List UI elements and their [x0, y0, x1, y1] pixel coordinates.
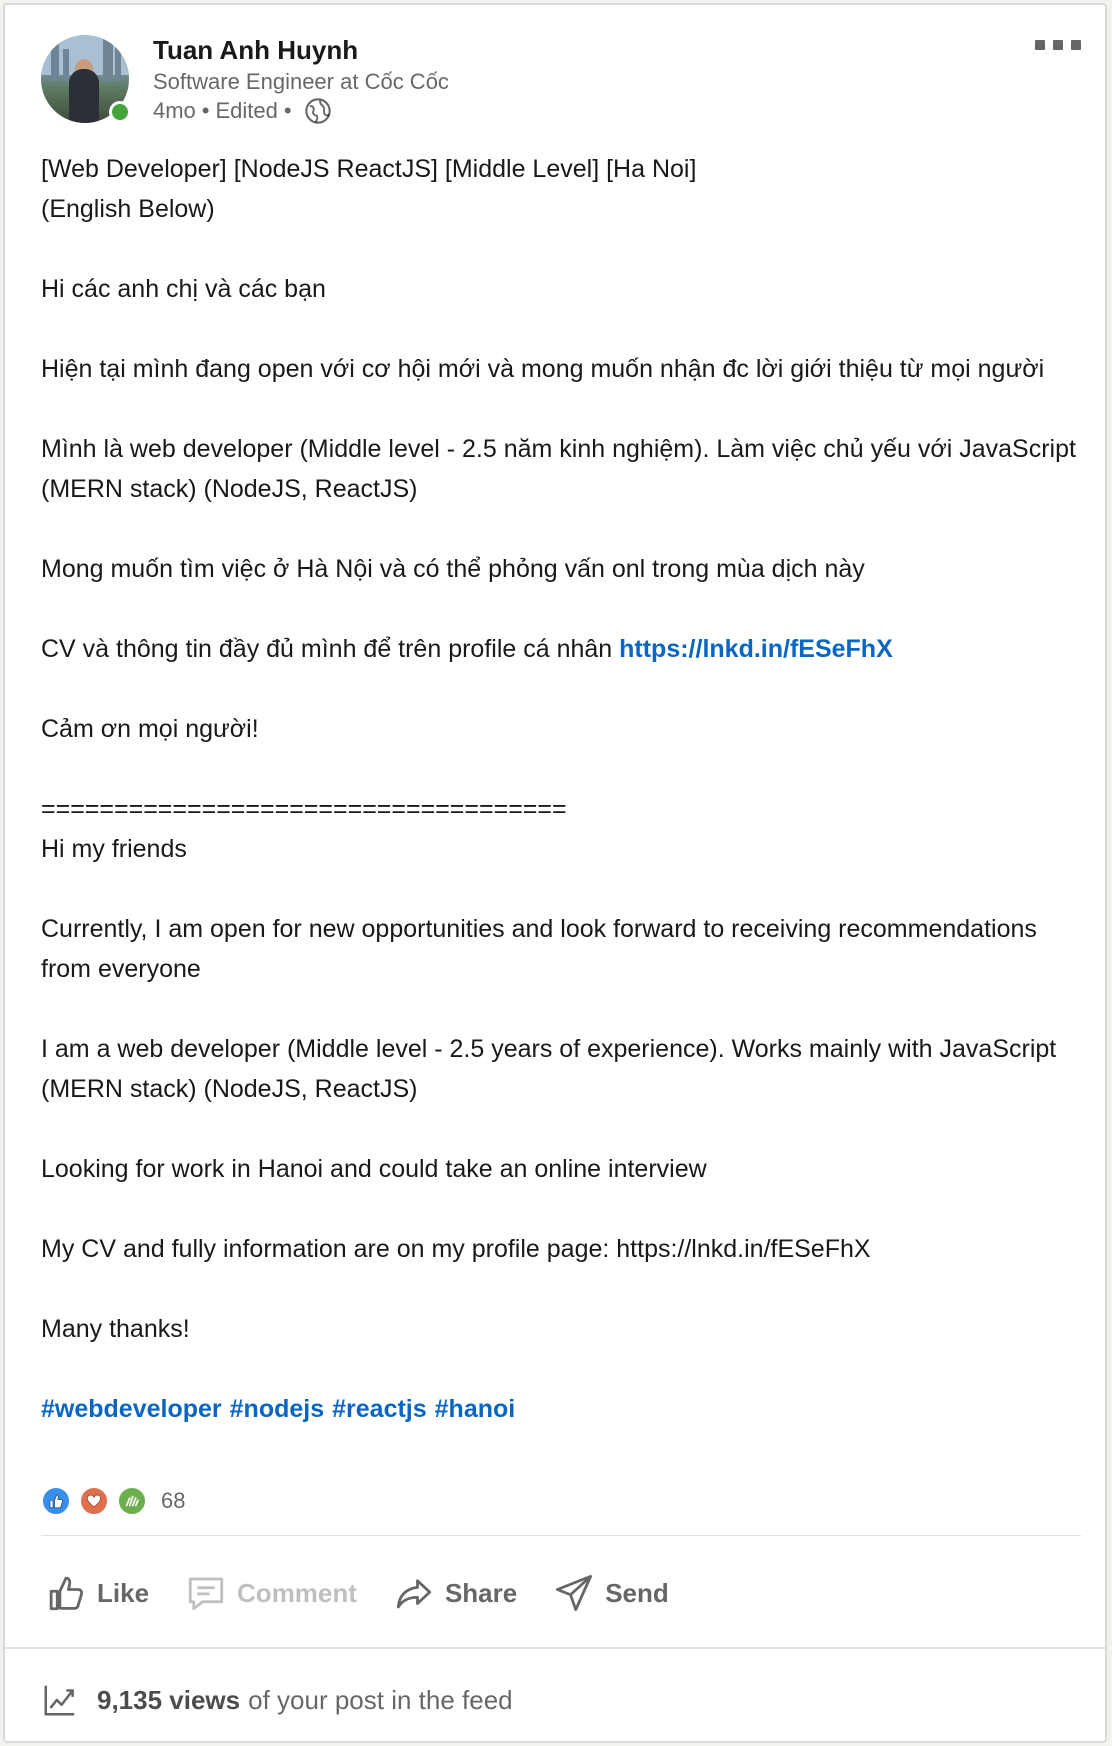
- views-count: 9,135 views: [97, 1684, 241, 1715]
- divider: [41, 1535, 1081, 1536]
- support-icon: [117, 1486, 147, 1516]
- thumbs-up-icon: [45, 1572, 87, 1614]
- vi-location: Mong muốn tìm việc ở Hà Nội và có thể phỏng vấn onl trong mùa dịch này: [41, 555, 865, 583]
- meta-separator: •: [201, 98, 210, 123]
- vi-cv: [41, 629, 1081, 669]
- vi-intro: Mình là web developer (Middle level - 2.5 năm kinh nghiệm). Làm việc chủ yếu với JavaScript (MERN stack) (NodeJS, ReactJS): [41, 435, 1083, 503]
- post-time: 4mo: [153, 98, 196, 123]
- hashtags: [41, 1389, 1081, 1429]
- share-label: Share: [444, 1577, 518, 1608]
- more-options-button[interactable]: [1035, 35, 1081, 55]
- hashtag-link[interactable]: #hanoi: [434, 1395, 516, 1423]
- online-status-icon: [109, 101, 131, 123]
- en-greeting: Hi my friends: [41, 835, 187, 863]
- globe-icon: [304, 97, 332, 125]
- reactions-summary[interactable]: [41, 1485, 185, 1517]
- footer-divider: [5, 1647, 1105, 1649]
- post-analytics[interactable]: [41, 1675, 513, 1725]
- en-cv: My CV and fully information are on my profile page: https://lnkd.in/fESeFhX: [41, 1235, 871, 1263]
- hashtag-link[interactable]: #webdeveloper: [41, 1395, 222, 1423]
- en-intro: I am a web developer (Middle level - 2.5 years of experience). Works mainly with JavaScript (MERN stack) (NodeJS, ReactJS): [41, 1035, 1064, 1103]
- like-label: Like: [97, 1577, 150, 1608]
- vi-open: Hiện tại mình đang open với cơ hội mới và mong muốn nhận đc lời giới thiệu từ mọi người: [41, 355, 1045, 383]
- comment-label: Comment: [237, 1577, 357, 1608]
- share-icon: [393, 1572, 435, 1614]
- vi-cv-text: CV và thông tin đầy đủ mình để trên profile cá nhân: [41, 635, 620, 663]
- send-label: Send: [605, 1577, 669, 1608]
- more-dot-icon: [1071, 40, 1081, 50]
- en-location: Looking for work in Hanoi and could take an online interview: [41, 1155, 707, 1183]
- author-name[interactable]: Tuan Anh Huynh: [153, 35, 359, 65]
- post-meta: [153, 97, 332, 125]
- like-icon: [41, 1486, 71, 1516]
- analytics-chart-icon: [41, 1681, 79, 1719]
- edited-label: Edited: [215, 98, 278, 123]
- meta-separator-2: •: [283, 98, 292, 123]
- views-suffix: of your post in the feed: [248, 1684, 513, 1715]
- post-header: [41, 35, 1101, 135]
- en-thanks: Many thanks!: [41, 1315, 190, 1343]
- hashtag-link[interactable]: #nodejs: [229, 1395, 325, 1423]
- more-dot-icon: [1035, 40, 1045, 50]
- vi-greeting: Hi các anh chị và các bạn: [41, 275, 326, 303]
- post-card: [3, 3, 1107, 1743]
- post-actions: [35, 1565, 695, 1621]
- like-button[interactable]: [35, 1565, 159, 1621]
- comment-button[interactable]: [175, 1565, 367, 1621]
- separator-line: ====================================: [41, 795, 567, 823]
- love-icon: [79, 1486, 109, 1516]
- send-button[interactable]: [543, 1565, 679, 1621]
- cv-link[interactable]: https://lnkd.in/fESeFhX: [619, 635, 893, 663]
- reaction-count: 68: [161, 1488, 186, 1513]
- vi-thanks: Cảm ơn mọi người!: [41, 715, 259, 743]
- post-title: [Web Developer] [NodeJS ReactJS] [Middle Level] [Ha Noi]: [41, 155, 697, 183]
- comment-icon: [185, 1572, 227, 1614]
- more-dot-icon: [1053, 40, 1063, 50]
- post-body: [41, 149, 1081, 1429]
- send-icon: [553, 1572, 595, 1614]
- hashtag-link[interactable]: #reactjs: [332, 1395, 427, 1423]
- en-open: Currently, I am open for new opportunities and look forward to receiving recommendations from everyone: [41, 915, 1044, 983]
- post-subtitle: (English Below): [41, 195, 215, 223]
- author-headline: Software Engineer at Cốc Cốc: [153, 69, 449, 94]
- share-button[interactable]: [383, 1565, 527, 1621]
